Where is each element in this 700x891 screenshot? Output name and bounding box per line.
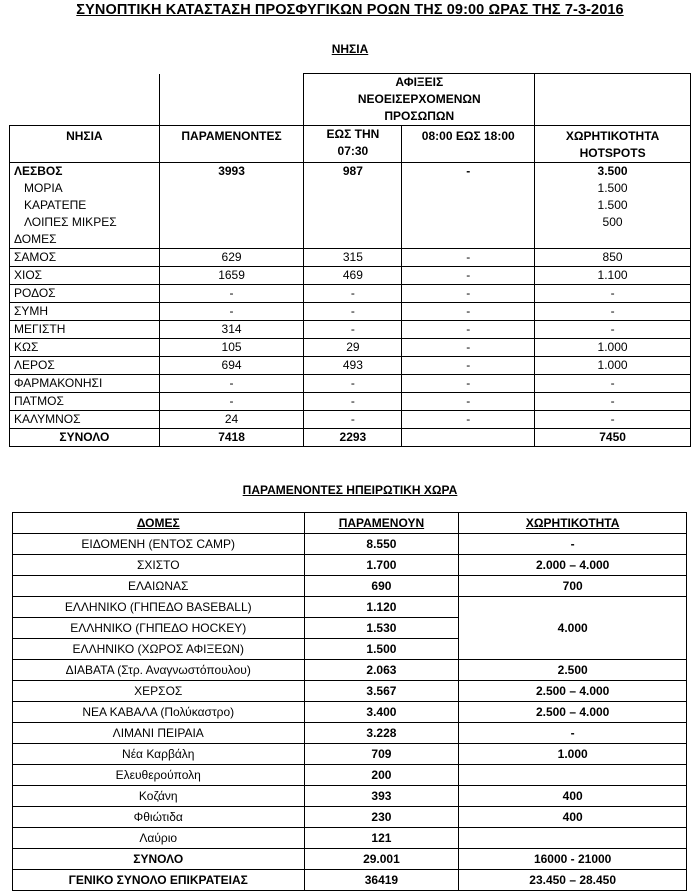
island-name: ΚΑΛΥΜΝΟΣ	[10, 411, 160, 429]
capacity-cell: 1.000	[459, 744, 687, 765]
facility-name: ΕΛΛΗΝΙΚΟ (ΓΗΠΕΔΟ HOCKEY)	[13, 618, 305, 639]
island-name: ΛΕΡΟΣ	[10, 357, 160, 375]
until-cell: -	[304, 285, 402, 303]
remaining-cell: -	[159, 285, 304, 303]
table-row	[13, 534, 687, 555]
header-island: ΝΗΣΙΑ	[10, 126, 160, 163]
remaining-cell: 314	[159, 321, 304, 339]
island-name: ΜΕΓΙΣΤΗ	[10, 321, 160, 339]
header-range: 08:00 ΕΩΣ 18:00	[402, 126, 535, 163]
remaining-cell: 3993	[159, 163, 304, 249]
range-cell: -	[402, 249, 535, 267]
island-name: ΛΕΣΒΟΣ	[14, 164, 63, 178]
range-cell: -	[402, 285, 535, 303]
range-cell: -	[402, 163, 535, 249]
total-remaining: 29.001	[304, 849, 459, 870]
total-row	[13, 849, 687, 870]
table-row	[13, 660, 687, 681]
grand-total-remaining: 36419	[304, 870, 459, 891]
capacity-cell: -	[535, 321, 691, 339]
capacity-cell: 2.500 – 4.000	[459, 702, 687, 723]
capacity-cell	[535, 163, 691, 249]
capacity-cell: -	[535, 411, 691, 429]
grand-total-label: ΓΕΝΙΚΟ ΣΥΝΟΛΟ ΕΠΙΚΡΑΤΕΙΑΣ	[13, 870, 305, 891]
table-row	[10, 303, 691, 321]
remaining-cell: 24	[159, 411, 304, 429]
capacity-value: 500	[602, 215, 623, 229]
island-name: ΦΑΡΜΑΚΟΝΗΣΙ	[10, 375, 160, 393]
table-row	[10, 321, 691, 339]
total-label: ΣΥΝΟΛΟ	[10, 429, 160, 447]
header-capacity: ΧΩΡΗΤΙΚΟΤΗΤΑ	[459, 513, 687, 534]
remaining-cell: 1.700	[304, 555, 459, 576]
until-cell: 469	[304, 267, 402, 285]
facility-name: ΔΙΑΒΑΤΑ (Στρ. Αναγνωστόπουλου)	[13, 660, 305, 681]
header-capacity: ΧΩΡΗΤΙΚΟΤΗΤΑ HOTSPOTS	[535, 126, 691, 163]
facility-name: Κοζάνη	[13, 786, 305, 807]
total-remaining: 7418	[159, 429, 304, 447]
table-row	[13, 702, 687, 723]
table-row	[13, 807, 687, 828]
facility-name: ΕΙΔΟΜΕΝΗ (ΕΝΤΟΣ CAMP)	[13, 534, 305, 555]
remaining-cell: 230	[304, 807, 459, 828]
facility-name: ΕΛΑΙΩΝΑΣ	[13, 576, 305, 597]
until-cell: 29	[304, 339, 402, 357]
capacity-cell: 1.000	[535, 357, 691, 375]
remaining-cell: -	[159, 303, 304, 321]
until-cell: 315	[304, 249, 402, 267]
island-name: ΧΙΟΣ	[10, 267, 160, 285]
facility-name: Ελευθερούπολη	[13, 765, 305, 786]
table-row	[10, 357, 691, 375]
until-cell: -	[304, 321, 402, 339]
header-until: ΕΩΣ ΤΗΝ 07:30	[304, 126, 402, 163]
remaining-cell: 3.228	[304, 723, 459, 744]
table-row	[10, 411, 691, 429]
island-name: ΣΑΜΟΣ	[10, 249, 160, 267]
capacity-cell: -	[535, 393, 691, 411]
range-cell: -	[402, 375, 535, 393]
table-row	[13, 555, 687, 576]
capacity-cell: -	[535, 285, 691, 303]
capacity-cell: 700	[459, 576, 687, 597]
island-name: ΣΥΜΗ	[10, 303, 160, 321]
table-row	[13, 765, 687, 786]
capacity-cell: 400	[459, 807, 687, 828]
grand-total-capacity: 23.450 – 28.450	[459, 870, 687, 891]
facility-name: ΕΛΛΗΝΙΚΟ (ΧΩΡΟΣ ΑΦΙΞΕΩΝ)	[13, 639, 305, 660]
mainland-rows	[13, 534, 687, 597]
remaining-cell: -	[159, 375, 304, 393]
total-until: 2293	[304, 429, 402, 447]
capacity-cell	[459, 765, 687, 786]
sub-facility: ΔΟΜΕΣ	[14, 232, 57, 246]
capacity-value: 1.500	[597, 198, 628, 212]
sub-facility: ΛΟΙΠΕΣ ΜΙΚΡΕΣ	[24, 215, 117, 229]
island-rows	[10, 249, 691, 429]
island-name: ΡΟΔΟΣ	[10, 285, 160, 303]
table-row	[10, 339, 691, 357]
remaining-cell: 1.120	[304, 597, 459, 618]
table-row	[10, 267, 691, 285]
facility-name: ΧΕΡΣΟΣ	[13, 681, 305, 702]
island-lesvos	[10, 163, 160, 249]
remaining-cell: 629	[159, 249, 304, 267]
facility-name: ΕΛΛΗΝΙΚΟ (ΓΗΠΕΔΟ BASEBALL)	[13, 597, 305, 618]
islands-table	[9, 73, 691, 447]
remaining-cell: 1.530	[304, 618, 459, 639]
capacity-cell	[459, 828, 687, 849]
grand-total-row	[13, 870, 687, 891]
remaining-cell: 1659	[159, 267, 304, 285]
capacity-cell: -	[535, 303, 691, 321]
total-label: ΣΥΝΟΛΟ	[13, 849, 305, 870]
capacity-cell: -	[535, 375, 691, 393]
capacity-cell: 2.500 – 4.000	[459, 681, 687, 702]
range-cell: -	[402, 357, 535, 375]
facility-name: Νέα Καρβάλη	[13, 744, 305, 765]
remaining-cell: 694	[159, 357, 304, 375]
total-capacity: 16000 - 21000	[459, 849, 687, 870]
remaining-cell: 121	[304, 828, 459, 849]
facility-name: Φθιώτιδα	[13, 807, 305, 828]
remaining-cell: 105	[159, 339, 304, 357]
header-facility: ΔΟΜΕΣ	[13, 513, 305, 534]
mainland-table	[12, 512, 687, 891]
range-cell: -	[402, 303, 535, 321]
remaining-cell: -	[159, 393, 304, 411]
capacity-cell: 2.500	[459, 660, 687, 681]
mainland-rows	[13, 660, 687, 849]
capacity-cell: -	[459, 723, 687, 744]
until-cell: -	[304, 393, 402, 411]
header-remaining: ΠΑΡΑΜΕΝΟΝΤΕΣ	[159, 126, 304, 163]
capacity-cell: 4.000	[459, 597, 687, 660]
remaining-cell: 690	[304, 576, 459, 597]
table-row	[10, 393, 691, 411]
range-cell: -	[402, 411, 535, 429]
remaining-cell: 393	[304, 786, 459, 807]
capacity-cell: 2.000 – 4.000	[459, 555, 687, 576]
until-cell: -	[304, 411, 402, 429]
capacity-value: 3.500	[597, 164, 628, 178]
table-row	[10, 163, 691, 249]
remaining-cell: 8.550	[304, 534, 459, 555]
until-cell: -	[304, 375, 402, 393]
range-cell: -	[402, 321, 535, 339]
remaining-cell: 200	[304, 765, 459, 786]
table-row	[13, 786, 687, 807]
until-cell: 987	[304, 163, 402, 249]
table-row	[13, 723, 687, 744]
mainland-heading: ΠΑΡΑΜΕΝΟΝΤΕΣ ΗΠΕΙΡΩΤΙΚΗ ΧΩΡΑ	[242, 483, 458, 497]
remaining-cell: 3.567	[304, 681, 459, 702]
facility-name: Λαύριο	[13, 828, 305, 849]
capacity-cell: -	[459, 534, 687, 555]
remaining-cell: 2.063	[304, 660, 459, 681]
facility-name: ΛΙΜΑΝΙ ΠΕΙΡΑΙΑ	[13, 723, 305, 744]
table-row	[10, 249, 691, 267]
range-cell: -	[402, 393, 535, 411]
island-name: ΚΩΣ	[10, 339, 160, 357]
table-row	[13, 744, 687, 765]
total-row	[10, 429, 691, 447]
facility-name: ΣΧΙΣΤΟ	[13, 555, 305, 576]
capacity-cell: 400	[459, 786, 687, 807]
sub-facility: ΜΟΡΙΑ	[24, 181, 63, 195]
total-capacity: 7450	[535, 429, 691, 447]
document-title: ΣΥΝΟΠΤΙΚΗ ΚΑΤΑΣΤΑΣΗ ΠΡΟΣΦΥΓΙΚΩΝ ΡΟΩΝ ΤΗΣ 09:00 ΩΡΑΣ ΤΗΣ 7-3-2016	[76, 2, 624, 18]
header-arrivals: ΑΦΙΞΕΙΣ ΝΕΟΕΙΣΕΡΧΟΜΕΝΩΝ ΠΡΟΣΩΠΩΝ	[304, 74, 535, 126]
table-row	[13, 576, 687, 597]
until-cell: -	[304, 303, 402, 321]
remaining-cell: 3.400	[304, 702, 459, 723]
table-row	[13, 597, 687, 618]
table-row	[10, 285, 691, 303]
capacity-cell: 1.000	[535, 339, 691, 357]
table-row	[13, 681, 687, 702]
remaining-cell: 1.500	[304, 639, 459, 660]
islands-heading: ΝΗΣΙΑ	[331, 42, 369, 56]
header-remaining: ΠΑΡΑΜΕΝΟΥΝ	[304, 513, 459, 534]
table-row	[10, 375, 691, 393]
range-cell: -	[402, 267, 535, 285]
capacity-cell: 850	[535, 249, 691, 267]
range-cell: -	[402, 339, 535, 357]
capacity-cell: 1.100	[535, 267, 691, 285]
until-cell: 493	[304, 357, 402, 375]
remaining-cell: 709	[304, 744, 459, 765]
island-name: ΠΑΤΜΟΣ	[10, 393, 160, 411]
sub-facility: ΚΑΡΑΤΕΠΕ	[24, 198, 87, 212]
total-range	[402, 429, 535, 447]
table-row	[13, 828, 687, 849]
facility-name: ΝΕΑ ΚΑΒΑΛΑ (Πολύκαστρο)	[13, 702, 305, 723]
capacity-value: 1.500	[597, 181, 628, 195]
